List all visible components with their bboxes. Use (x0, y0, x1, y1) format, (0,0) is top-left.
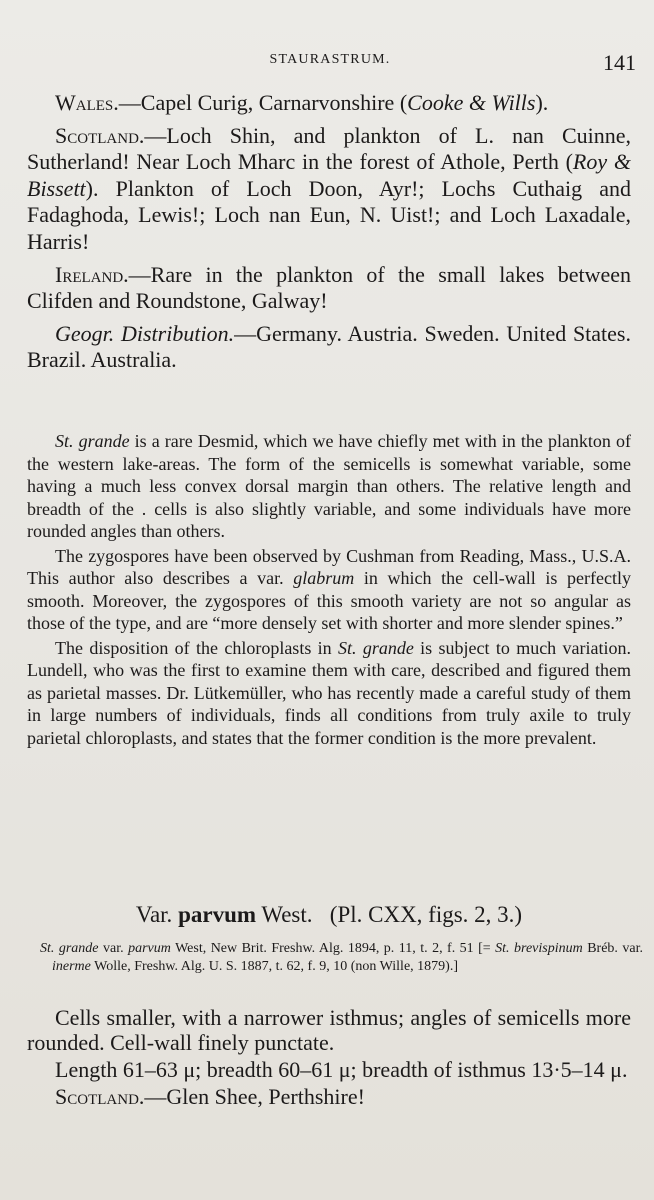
wales-citation: Cooke & Wills (407, 90, 536, 115)
cells-description: Cells smaller, with a narrower isthmus; angles of semicells more rounded. Cell-wall finely punctate. (27, 1005, 631, 1055)
wales-label: Wales. (55, 90, 119, 115)
geogr-label: Geogr. Distribution. (55, 320, 235, 346)
discussion-paragraph-1: St. grande is a rare Desmid, which we have chiefly met with in the plankton of the western lake-areas. The form of the semicells is somewhat variable, some having a much less convex dorsal margin than others. The relative length and breadth of the . cells is also slightly variable, and some individuals have more rounded angles than others. (27, 431, 631, 541)
variety-heading: Var. parvum West. (Pl. CXX, figs. 2, 3.) (135, 902, 523, 927)
ireland-paragraph: Ireland.—Rare in the plankton of the small lakes between Clifden and Roundstone, Galway! (27, 261, 631, 314)
ireland-label: Ireland. (55, 261, 129, 287)
plate-reference: (Pl. CXX, figs. 2, 3.) (329, 902, 523, 927)
distribution-section (27, 90, 631, 380)
discussion-section (27, 430, 631, 751)
page-number: 141 (603, 50, 636, 75)
running-head: STAURASTRUM. (269, 52, 391, 67)
page-header (24, 50, 636, 80)
scotland-label: Scotland. (55, 122, 145, 148)
scotland-paragraph: Scotland.—Loch Shin, and plankton of L. nan Cuinne, Sutherland! Near Loch Mharc in the forest of Athole, Perth (Roy & Bissett). Plankton of Loch Doon, Ayr!; Lochs Cuthaig and Fadaghoda, Lewis!; Loch nan Eun, N. Uist!; and Loch Laxadale, Harris! (27, 122, 631, 254)
measurements: Length 61–63 μ; breadth 60–61 μ; breadth of isthmus 13·5–14 μ. (55, 1057, 628, 1082)
variety-description (27, 1005, 631, 1111)
variety-name: parvum (178, 902, 257, 927)
discussion-paragraph-2: The zygospores have been observed by Cushman from Reading, Mass., U.S.A. This author also describes a var. glabrum in which the cell-wall is perfectly smooth. Moreover, the zygospores of this smooth variety are not so angular as those of the type, and are “more densely set with shorter and more slender spines.” (27, 545, 631, 633)
variety-scotland-record: Scotland.—Glen Shee, Perthshire! (55, 1084, 365, 1109)
discussion-paragraph-3: The disposition of the chloroplasts in St. grande is subject to much variation. Lundell, who was the first to examine them with care, described and figured them as parietal masses. Dr. Lütkemüller, who has recently made a careful study of them in large numbers of individuals, finds all conditions from truly axile to truly parietal chloroplasts, and states that the former condition is the more prevalent. (27, 637, 631, 748)
wales-paragraph: Wales.—Capel Curig, Carnarvonshire (Cooke & Wills). (55, 90, 549, 115)
scotland-citation: Roy & Bissett (27, 149, 631, 201)
synonymy: St. grande var. parvum West, New Brit. Freshw. Alg. 1894, p. 11, t. 2, f. 51 [= St. brevispinum Bréb. var. inerme Wolle, Freshw. Alg. U. S. 1887, t. 62, f. 9, 10 (non Wille, 1879).] (40, 941, 643, 974)
geographic-distribution-paragraph: Geogr. Distribution.—Germany. Austria. Sweden. United States. Brazil. Australia. (27, 320, 631, 373)
